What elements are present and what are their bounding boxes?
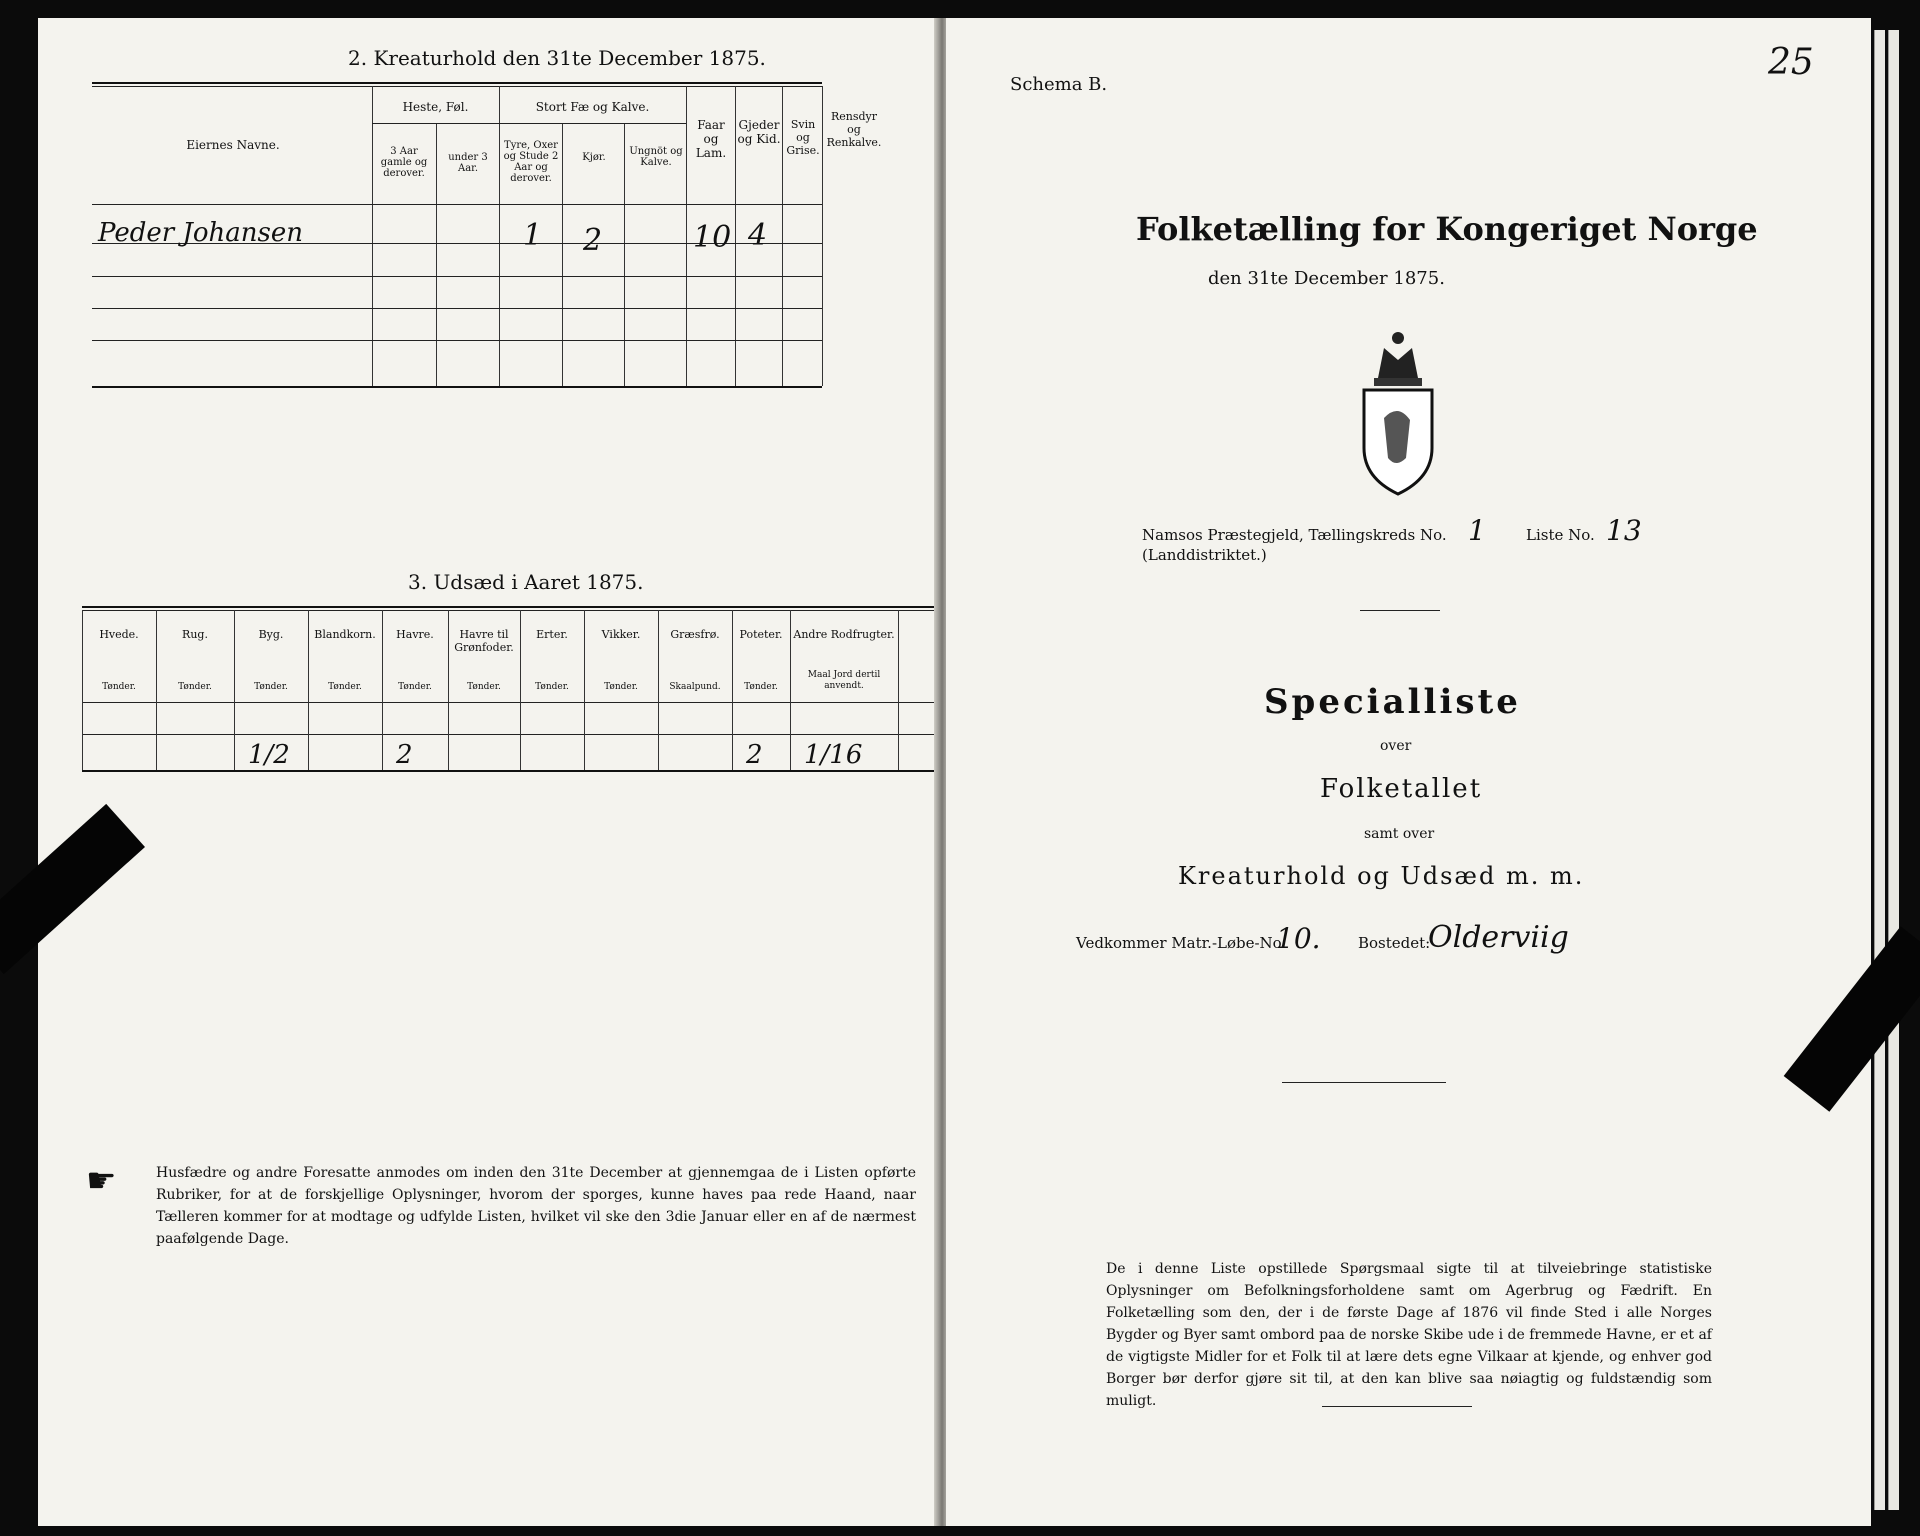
udsaed-value: 1/2 — [248, 740, 290, 770]
right-page — [946, 18, 1871, 1526]
bosted-label: Bostedet: — [1358, 934, 1431, 952]
landdistrikt-label: (Landdistriktet.) — [1142, 546, 1267, 564]
udsaed-header: Rug. — [182, 628, 208, 641]
udsaed-header: Poteter. — [739, 628, 783, 641]
col-rensdyr-header: Rensdyr og Renkalve. — [826, 110, 882, 149]
census-title: Folketælling for Kongeriget Norge — [1136, 210, 1758, 248]
footer-text: De i denne Liste opstillede Spørgsmaal sigte til at tilveiebringe statistiske Oplysninger om Befolkningsforholdene samt om Agerbrug og Fædrift. En Folketælling som den, der i de første Dage af 1876 vil finde Sted i alle Norges Bygder og Byer samt ombord paa de norske Skibe ude i de fremmede Havne, er et af de vigtigste Midler for et Folk til at lære dets egne Vilkaar at kjende, og enhver god Borger bør derfor gjøre sit til, at den kan blive saa nøiagtig og fuldstændig som muligt. — [1106, 1261, 1712, 1409]
udsaed-unit: Tønder. — [102, 682, 136, 692]
group-stort-header: Stort Fæ og Kalve. — [535, 100, 650, 114]
udsaed-header: Andre Rodfrugter. — [793, 628, 895, 641]
udsaed-header: Græsfrø. — [670, 628, 720, 641]
schema-label: Schema B. — [1010, 74, 1108, 95]
udsaed-header: Blandkorn. — [314, 628, 376, 641]
kreaturhold-title: Kreaturhold og Udsæd m. m. — [1178, 862, 1585, 890]
census-date: den 31te December 1875. — [1208, 268, 1445, 289]
page-edge — [1874, 30, 1885, 1510]
value-tyre: 1 — [523, 218, 543, 253]
udsaed-header: Erter. — [536, 628, 568, 641]
sub-stort-2: Kjør. — [582, 152, 606, 163]
matr-number: 10. — [1276, 922, 1321, 955]
owner-name: Peder Johansen — [98, 218, 303, 248]
section3-title: 3. Udsæd i Aaret 1875. — [408, 570, 644, 594]
udsaed-header: Havre. — [396, 628, 434, 641]
bosted-value: Olderviig — [1428, 920, 1569, 955]
group-heste-header: Heste, Føl. — [402, 100, 469, 114]
udsaed-value: 2 — [396, 740, 413, 770]
udsaed-unit: Tønder. — [744, 682, 778, 692]
norway-coat-of-arms — [1344, 308, 1452, 498]
udsaed-header: Hvede. — [99, 628, 139, 641]
samt-over-label: samt over — [1364, 826, 1435, 842]
liste-number: 13 — [1606, 514, 1642, 547]
sub-heste-2: under 3 Aar. — [448, 152, 488, 174]
udsaed-unit: Tønder. — [398, 682, 432, 692]
liste-label: Liste No. — [1526, 526, 1595, 544]
udsaed-unit: Tønder. — [604, 682, 638, 692]
sub-heste-1: 3 Aar gamle og derover. — [380, 146, 428, 179]
sub-stort-1: Tyre, Oxer og Stude 2 Aar og derover. — [503, 140, 559, 184]
udsaed-unit: Tønder. — [178, 682, 212, 692]
specialliste-title: Specialliste — [1264, 682, 1521, 722]
col-faar-header: Faar og Lam. — [695, 118, 727, 160]
udsaed-header: Havre til Grønfoder. — [454, 628, 514, 654]
sub-stort-3: Ungnöt og Kalve. — [629, 146, 683, 168]
udsaed-value: 1/16 — [804, 740, 863, 770]
col-svin-header: Svin og Grise. — [786, 118, 820, 157]
udsaed-unit: Tønder. — [328, 682, 362, 692]
folketallet-title: Folketallet — [1320, 774, 1483, 804]
udsaed-header: Vikker. — [601, 628, 641, 641]
parish-label: Namsos Præstegjeld, Tællingskreds No. — [1142, 526, 1447, 544]
value-gjeder: 4 — [748, 218, 768, 253]
matr-label: Vedkommer Matr.-Løbe-No. — [1076, 934, 1287, 952]
udsaed-unit: Tønder. — [535, 682, 569, 692]
hand-pointer-icon: ☛ — [86, 1161, 117, 1201]
udsaed-unit: Maal Jord dertil anvendt. — [807, 670, 881, 691]
udsaed-value: 2 — [746, 740, 763, 770]
value-kjor: 2 — [583, 223, 603, 258]
col-owner-header: Eiernes Navne. — [186, 138, 280, 152]
udsaed-header: Byg. — [258, 628, 284, 641]
udsaed-unit: Tønder. — [467, 682, 501, 692]
udsaed-unit: Skaalpund. — [669, 682, 721, 692]
udsaed-unit: Tønder. — [254, 682, 288, 692]
page-number: 25 — [1768, 42, 1814, 83]
left-page — [38, 18, 944, 1526]
over-label: over — [1380, 738, 1412, 754]
value-faar: 10 — [693, 220, 732, 255]
district-number: 1 — [1468, 514, 1486, 547]
notice-text: Husfædre og andre Foresatte anmodes om inden den 31te December at gjennemgaa de i Listen opførte Rubriker, for at de forskjellige Oplysninger, hvorom der sporges, kunne haves paa rede Haand, naar Tælleren kommer for at modtage og udfylde Listen, hvilket vil ske den 3die Januar eller en af de nærmest paafølgende Dage. — [156, 1165, 916, 1247]
page-edge — [1888, 30, 1899, 1510]
section2-title: 2. Kreaturhold den 31te December 1875. — [348, 46, 766, 70]
col-gjeder-header: Gjeder og Kid. — [737, 118, 781, 146]
